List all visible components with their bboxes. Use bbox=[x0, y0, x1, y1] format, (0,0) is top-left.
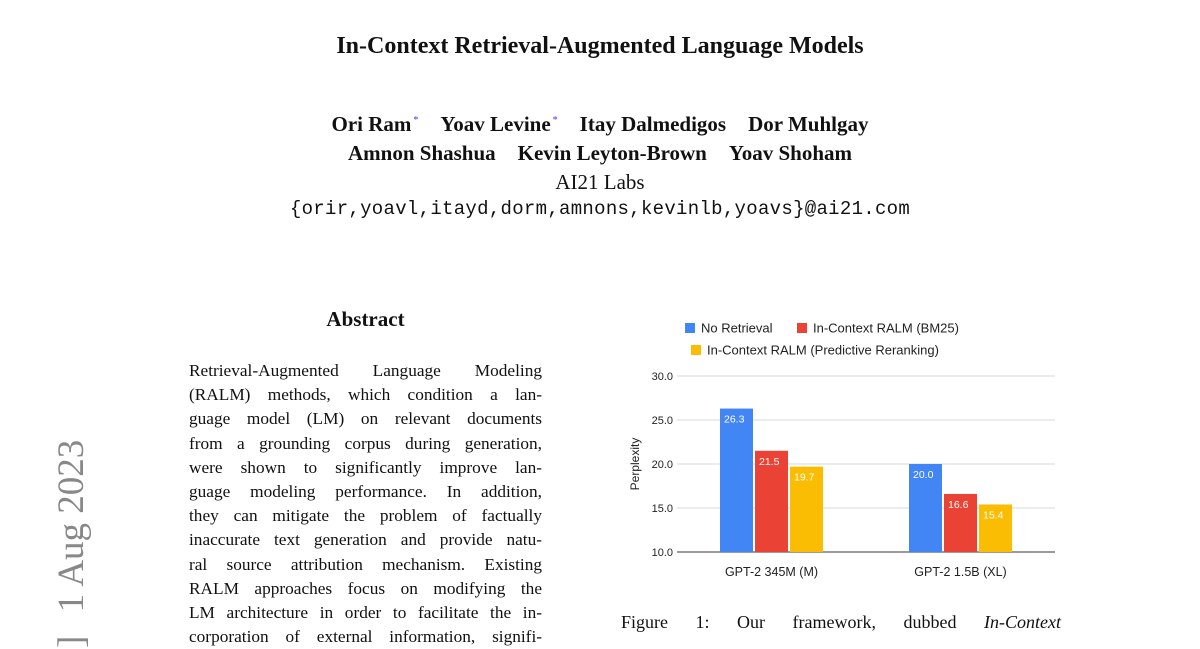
abstract-line: corporation of external information, signifi- bbox=[189, 627, 542, 647]
x-tick-label: GPT-2 345M (M) bbox=[724, 565, 819, 579]
abstract-line: Retrieval-Augmented Language Modeling bbox=[189, 361, 542, 380]
author-name bbox=[729, 141, 852, 166]
arxiv-bracket: ] bbox=[51, 635, 92, 648]
abstract-body bbox=[189, 359, 542, 649]
equal-contribution-mark: * bbox=[552, 115, 558, 126]
y-tick-label: 25.0 bbox=[651, 415, 673, 427]
legend-swatch bbox=[797, 323, 807, 333]
bar-value-label: 15.4 bbox=[983, 509, 1004, 522]
abstract-line: ral source attribution mechanism. Existing bbox=[189, 554, 542, 574]
figure-caption bbox=[621, 610, 1061, 635]
y-tick-label: 10.0 bbox=[651, 547, 673, 559]
bar-value-label: 26.3 bbox=[724, 413, 745, 426]
abstract-line: guage model (LM) on relevant documents bbox=[189, 409, 542, 429]
bar-value-label: 16.6 bbox=[948, 498, 969, 511]
author-name bbox=[348, 141, 496, 166]
author-name-text: Amnon Shashua bbox=[348, 141, 496, 165]
y-tick-label: 15.0 bbox=[651, 503, 673, 515]
caption-text: Our framework, dubbed In-Context bbox=[737, 612, 1061, 632]
author-name-text: Yoav Levine bbox=[440, 112, 551, 136]
y-tick-label: 20.0 bbox=[651, 459, 673, 471]
author-name bbox=[580, 112, 726, 137]
author-name-text: Ori Ram bbox=[331, 112, 412, 136]
abstract-line: LM architecture in order to facilitate the in- bbox=[189, 603, 542, 623]
perplexity-bar-chart bbox=[615, 310, 1065, 590]
author-name bbox=[332, 112, 419, 137]
author-emails: {orir,yoavl,itayd,dorm,amnons,kevinlb,yoavs}@ai21.com bbox=[289, 198, 911, 220]
abstract-line: guage modeling performance. In addition, bbox=[189, 482, 542, 502]
abstract-line: were shown to significantly improve lan- bbox=[189, 457, 542, 477]
bar-value-label: 20.0 bbox=[913, 469, 934, 481]
legend-label: In-Context RALM (Predictive Reranking) bbox=[707, 342, 939, 358]
bar-value-label: 19.7 bbox=[794, 471, 815, 484]
legend-label: No Retrieval bbox=[701, 320, 773, 336]
abstract-line: RALM approaches focus on modifying the bbox=[189, 578, 542, 598]
author-name bbox=[748, 112, 868, 137]
paper-title: In-Context Retrieval-Augmented Language Models bbox=[336, 33, 864, 59]
caption-figure-label: Figure 1: bbox=[621, 612, 710, 632]
author-name bbox=[518, 141, 707, 166]
abstract-line: they can mitigate the problem of factually bbox=[189, 506, 542, 526]
author-name-text: Dor Muhlgay bbox=[748, 112, 869, 136]
bar-value-label: 21.5 bbox=[759, 455, 780, 468]
abstract-heading: Abstract bbox=[326, 307, 405, 331]
legend-label: In-Context RALM (BM25) bbox=[813, 320, 959, 336]
y-axis-label: Perplexity bbox=[628, 437, 642, 491]
arxiv-stamp bbox=[50, 440, 93, 648]
author-list-row-1 bbox=[0, 112, 1200, 137]
x-tick-label: GPT-2 1.5B (XL) bbox=[914, 565, 1007, 579]
author-name-text: Kevin Leyton-Brown bbox=[517, 141, 707, 165]
author-name bbox=[440, 112, 557, 137]
author-name-text: Itay Dalmedigos bbox=[579, 112, 727, 136]
abstract-line: inaccurate text generation and provide natu- bbox=[189, 530, 542, 550]
legend-swatch bbox=[685, 323, 695, 333]
affiliation: AI21 Labs bbox=[555, 170, 645, 194]
legend-swatch bbox=[691, 345, 701, 355]
equal-contribution-mark: * bbox=[413, 115, 419, 126]
bar bbox=[720, 409, 753, 552]
author-list-row-2 bbox=[0, 141, 1200, 166]
author-name-text: Yoav Shoham bbox=[728, 141, 852, 165]
arxiv-date: 1 Aug 2023 bbox=[51, 439, 92, 613]
abstract-line: from a grounding corpus during generation, bbox=[189, 433, 542, 453]
abstract-line: (RALM) methods, which condition a lan- bbox=[189, 385, 542, 405]
caption-line bbox=[621, 610, 1061, 635]
y-tick-label: 30.0 bbox=[651, 371, 673, 383]
